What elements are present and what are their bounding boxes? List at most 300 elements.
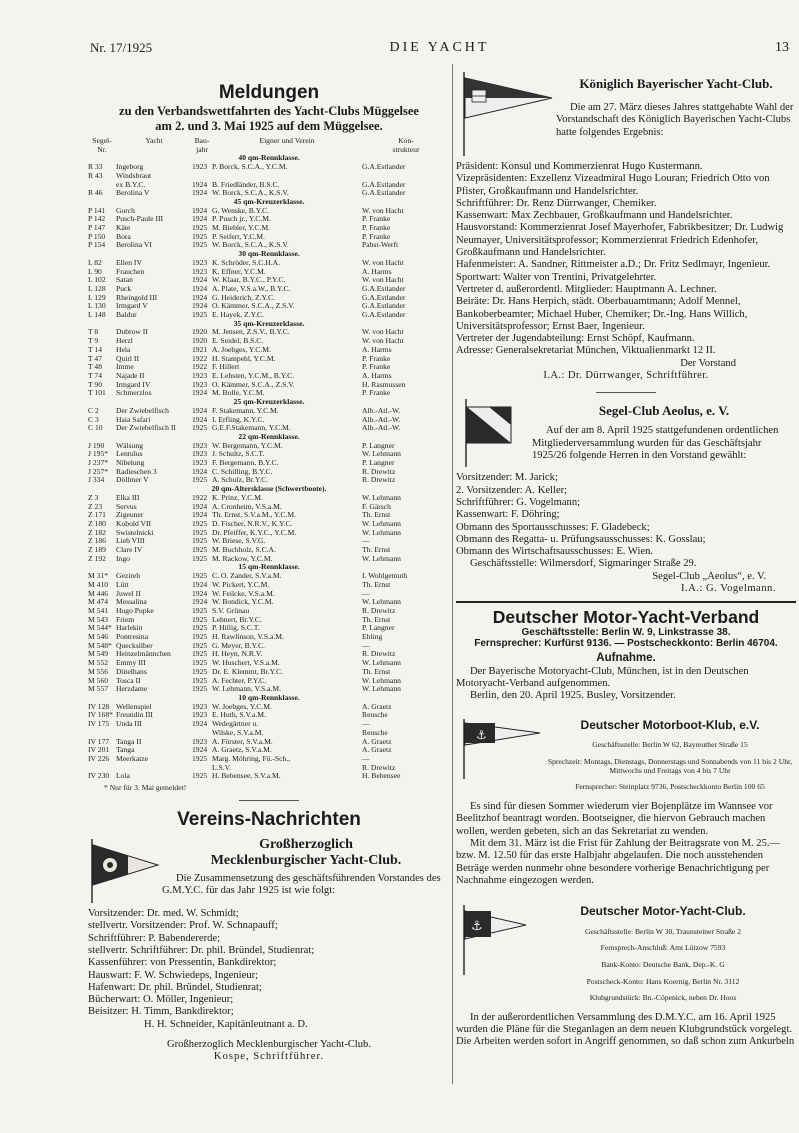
aeolus-address: Geschäftsstelle: Wilmersdorf, Sigmaringer Straße 29. xyxy=(470,558,697,570)
yacht-name: Frauchen xyxy=(116,266,145,276)
owner-club: F. Bergemann, B.Y.C. xyxy=(212,458,279,468)
build-year: 1924 xyxy=(192,719,208,729)
sail-number: IV 226 xyxy=(88,753,110,763)
designer: Th. Ernst xyxy=(362,510,391,520)
build-year: 1924 xyxy=(192,188,208,198)
yacht-name: Kobold VII xyxy=(116,518,152,528)
sail-number: Z 182 xyxy=(88,527,106,537)
designer: R. Drewitz xyxy=(362,605,396,615)
designer: Th. Ernst xyxy=(362,579,391,589)
sail-number: R 46 xyxy=(88,188,103,198)
board-member-line: stellvertr. Schriftführer: Dr. phil. Bründel, Studienrat; xyxy=(88,944,315,956)
yacht-name: Schmerzlos xyxy=(116,388,152,398)
yacht-name: Dütelhans xyxy=(116,666,147,676)
owner-club: G. Wenske, B.Y.C. xyxy=(212,205,270,215)
dmyc-title: Deutscher Motor-Yacht-Club. xyxy=(580,904,746,919)
designer: W. von Hacht xyxy=(362,327,404,337)
build-year: 1925 xyxy=(192,240,208,250)
designer: P. Franke xyxy=(362,223,391,233)
sail-number: Z 189 xyxy=(88,545,106,555)
yacht-name: Baldur xyxy=(116,310,137,320)
build-year: 1924 xyxy=(192,292,208,302)
sail-number: M 557 xyxy=(88,684,109,694)
board-member-line: Obmann des Wirtschaftsausschusses: E. Wien. xyxy=(456,546,654,558)
yacht-name: Wälsung xyxy=(116,440,143,450)
meldungen-subtitle-2: am 2. und 3. Mai 1925 auf dem Müggelsee. xyxy=(155,119,383,133)
designer: — xyxy=(362,640,370,650)
table-row xyxy=(88,572,450,581)
build-year: 1922 xyxy=(192,492,208,502)
build-year: 1925 xyxy=(192,553,208,563)
designer: Alb.-Atl.-W. xyxy=(362,414,401,424)
designer: A. Graetz xyxy=(362,745,392,755)
class-heading: 45 qm-Kreuzerklasse. xyxy=(233,196,305,206)
yacht-name: Rheingold III xyxy=(116,292,158,302)
designer: A. Harms xyxy=(362,266,392,276)
kbyc-board-list xyxy=(456,161,796,358)
owner-club: O. Kämmer, S.C.A., Z.S.V. xyxy=(212,379,295,389)
designer: R. Drewitz xyxy=(362,762,396,772)
left-column xyxy=(88,68,450,1088)
owner-club: E. Huth, S.V.a.M. xyxy=(212,710,266,720)
owner-club: J. Schultz, S.C.T. xyxy=(212,449,265,459)
dmyc-info xyxy=(530,927,796,1002)
yacht-name: Hela xyxy=(116,344,131,354)
dmbk-flag-icon xyxy=(456,717,544,784)
sail-number: Z 186 xyxy=(88,536,106,546)
kbyc-intro: Die am 27. März dieses Jahres stattgehabte Wahl der Vorstandschaft des Königlich Bayerischen Yacht-Clubs hatte folgendes Ergebnis: xyxy=(556,102,794,138)
kbyc-section xyxy=(456,66,796,161)
sail-number: J 257* xyxy=(88,466,109,476)
yacht-name: Friem xyxy=(116,614,135,624)
build-year: 1924 xyxy=(192,275,208,285)
entries-table xyxy=(88,137,450,781)
board-member-line: Kassenwart: Max Zechbauer, Großkaufmann und Handelsrichter. xyxy=(456,210,733,222)
yacht-name: Bora xyxy=(116,231,131,241)
build-year: 1924 xyxy=(192,466,208,476)
build-year: 1923 xyxy=(192,266,208,276)
designer: R. Drewitz xyxy=(362,466,396,476)
sail-number: IV 230 xyxy=(88,771,110,781)
owner-club: G.E.F.Stakemann, Y.C.M. xyxy=(212,423,291,433)
meldungen-title: Meldungen xyxy=(218,82,320,103)
sail-number: R 43 xyxy=(88,170,103,180)
designer: Th. Ernst xyxy=(362,545,391,555)
contact-line: Fernsprecher: Steinplatz 9736, Postscheckkonto Berlin 100 65 xyxy=(575,782,765,792)
sail-number: M 560 xyxy=(88,675,109,685)
owner-club: F. Stakemann, Y.C.M. xyxy=(212,405,279,415)
yacht-name: Ellen IV xyxy=(116,257,142,267)
build-year: 1925 xyxy=(192,771,208,781)
designer: P. Franke xyxy=(362,362,391,372)
sail-number: M 474 xyxy=(88,597,109,607)
designer: G.A.Estlander xyxy=(362,292,406,302)
build-year: 1921 xyxy=(192,344,208,354)
yacht-name: Windsbraut xyxy=(116,170,152,180)
owner-club: W. Bergemann, Y.C.M. xyxy=(212,440,283,450)
board-member-line: Kassenwart: F. Döhring; xyxy=(456,509,560,521)
designer: Th. Ernst xyxy=(362,614,391,624)
svg-text:⚓: ⚓ xyxy=(476,727,487,742)
sail-number: T 9 xyxy=(88,336,99,346)
gmyc-title-1: Großherzoglich xyxy=(259,837,353,853)
dmyv-sign: Berlin, den 20. April 1925. Busley, Vorsitzender. xyxy=(470,690,676,702)
build-year: 1924 xyxy=(192,414,208,424)
yacht-name: Ingeborg xyxy=(116,162,144,172)
owner-club: W. Briese, S.V.G. xyxy=(212,536,266,546)
owner-club: W. Borck, S.C.A., K.S.V. xyxy=(212,240,289,250)
col-segel: Segel- xyxy=(92,136,112,145)
designer: F. Gärsch xyxy=(362,501,391,511)
owner-club: A. Cronheim, V.S.a.M. xyxy=(212,501,282,511)
build-year: 1925 xyxy=(192,518,208,528)
designer: W. Lehmann xyxy=(362,518,401,528)
yacht-name: Irmgard IV xyxy=(116,379,151,389)
yacht-name: Dubrow II xyxy=(116,327,148,337)
build-year: 1924 xyxy=(192,597,208,607)
build-year: 1924 xyxy=(192,745,208,755)
board-member-line: Schriftführer: P. Babendererde; xyxy=(88,932,221,944)
yacht-name: Servus xyxy=(116,501,137,511)
owner-club: Th. Ernst, S.V.a.M., Y.C.M. xyxy=(212,510,297,520)
board-member-line: Obmann des Regatta- u. Prüfungsausschusses: K. Gosslau; xyxy=(456,533,706,545)
table-row xyxy=(88,224,450,233)
build-year: 1924 xyxy=(192,501,208,511)
contact-line: Fernsprech-Anschluß: Amt Lützow 7593 xyxy=(600,943,726,953)
sail-number: T 14 xyxy=(88,344,102,354)
yacht-name: Freundin III xyxy=(116,710,153,720)
designer: — xyxy=(362,719,370,729)
sail-number: M 410 xyxy=(88,579,109,589)
aeolus-intro: Auf der am 8. April 1925 stattgefundenen ordentlichen Mitgliederversammlung wurden für das Geschäftsjahr 1925/26 folgende Herren in den Vorstand gewählt: xyxy=(532,425,779,461)
col-jahr: jahr xyxy=(196,144,208,154)
build-year: 1924 xyxy=(192,283,208,293)
vereins-title: Vereins-Nachrichten xyxy=(177,809,361,831)
designer: G.A.Estlander xyxy=(362,188,406,198)
build-year: 1925 xyxy=(192,753,208,763)
aeolus-sign-1: Segel-Club „Aeolus“, e. V. xyxy=(652,570,766,582)
build-year: 1925 xyxy=(192,223,208,233)
owner-club: Dr. Pfeiffer, K.Y.C., Y.C.M. xyxy=(212,527,297,537)
yacht-name: Satan xyxy=(116,275,133,285)
sail-number: IV 168* xyxy=(88,710,113,720)
owner-club: O. Kämmer, S.C.A., Z.S.V. xyxy=(212,301,295,311)
board-member-line: Schriftführer: G. Vogelmann; xyxy=(456,496,581,508)
board-member-line: H. H. Schneider, Kapitänleutnant a. D. xyxy=(144,1018,308,1030)
sail-number: L 148 xyxy=(88,310,106,320)
build-year: 1924 xyxy=(192,579,208,589)
designer: I. Wohlgemuth xyxy=(362,571,408,581)
build-year: 1924 xyxy=(192,588,208,598)
build-year: 1925 xyxy=(192,614,208,624)
build-year: 1925 xyxy=(192,640,208,650)
class-heading: 10 qm-Rennklasse. xyxy=(238,693,300,702)
sail-number: Z 192 xyxy=(88,553,106,563)
owner-club: E. Hayek, Z.Y.C. xyxy=(212,310,264,320)
designer: G.A.Estlander xyxy=(362,179,406,189)
build-year: 1924 xyxy=(192,179,208,189)
gmyc-sign-2: Kospe, Schriftführer. xyxy=(213,1051,325,1063)
owner-club: W. Borck, S.C.A., K.S.V. xyxy=(212,188,289,198)
sail-number: J 195* xyxy=(88,449,109,459)
owner-club: A. Schulz, Br.Y.C. xyxy=(212,475,269,485)
designer: R. Drewitz xyxy=(362,475,396,485)
owner-club: A. Plate, V.S.a.W., B.Y.C. xyxy=(212,283,291,293)
right-column xyxy=(456,66,796,1096)
table-row xyxy=(88,711,450,720)
owner-club: K. Schröder, S.C.H.A. xyxy=(212,257,281,267)
sail-number: IV 128 xyxy=(88,701,110,711)
build-year: 1923 xyxy=(192,162,208,172)
sail-number: C 3 xyxy=(88,414,99,424)
sail-number: Z 171 xyxy=(88,510,106,520)
sail-number: IV 175 xyxy=(88,719,110,729)
designer: W. von Hacht xyxy=(362,275,404,285)
contact-line: Sprechzeit: Montags, Dienstags, Donnerstags und Sonnabends von 11 bis 2 Uhr, Mittwochs und Freitags von 4 bis 7 Uhr xyxy=(547,756,793,775)
sail-number: Z 23 xyxy=(88,501,103,511)
designer: W. Lehmann xyxy=(362,553,401,563)
designer: G.A.Estlander xyxy=(362,310,406,320)
yacht-name: Najade II xyxy=(116,370,145,380)
board-member-line: Kassenführer: von Pressentin, Bankdirektor; xyxy=(88,957,277,969)
designer: P. Franke xyxy=(362,214,391,224)
class-heading: 30 qm-Rennklasse. xyxy=(238,249,300,259)
build-year: 1925 xyxy=(192,536,208,546)
contact-line: Bank-Konto: Deutsche Bank, Dep.-K. G xyxy=(601,959,725,969)
sail-number: C 2 xyxy=(88,405,99,415)
build-year: 1925 xyxy=(192,527,208,537)
designer: W. Lehmann xyxy=(362,675,401,685)
designer: — xyxy=(362,588,370,598)
col-nr: Nr. xyxy=(97,144,107,154)
build-year: 1924 xyxy=(192,301,208,311)
dmyv-title: Deutscher Motor-Yacht-Verband xyxy=(492,606,760,627)
page-number: 13 xyxy=(775,40,789,55)
yacht-name: Lola xyxy=(116,771,130,781)
owner-club: G. Meyer, B.Y.C. xyxy=(212,640,265,650)
owner-club: H. Heyn, N.R.V. xyxy=(212,649,263,659)
sail-number: M 546 xyxy=(88,632,109,642)
yacht-name: ex B.Y.C. xyxy=(116,179,146,189)
kbyc-sign-1: Der Vorstand xyxy=(680,357,736,369)
contact-line: Postscheck-Konto: Hans Koernig, Berlin Nr. 3112 xyxy=(586,976,740,986)
designer: Alb.-Atl.-W. xyxy=(362,405,401,415)
dmyc-p1: In der außerordentlichen Versammlung des D.M.Y.C. am 16. April 1925 wurden die Pläne für die Steganlagen an dem neuen Klubgrundstück vorgelegt. Die Arbeiten werden sofort in Angriff genommen, so daß schon zum Ankurbeln xyxy=(456,1011,795,1048)
build-year: 1925 xyxy=(192,632,208,642)
build-year: 1923 xyxy=(192,257,208,267)
designer: A. Harms xyxy=(362,370,392,380)
designer: P. Franke xyxy=(362,353,391,363)
build-year: 1925 xyxy=(192,658,208,668)
yacht-name: Tanga II xyxy=(116,736,142,746)
build-year: 1923 xyxy=(192,458,208,468)
owner-club: Lehnert, Br.Y.C. xyxy=(212,614,262,624)
yacht-name: Käte xyxy=(116,223,131,233)
yacht-name: Der Zwiebelfisch xyxy=(116,405,169,415)
yacht-name: Lütt xyxy=(116,579,129,589)
svg-text:⚓: ⚓ xyxy=(471,919,483,935)
magazine-title: DIE YACHT xyxy=(389,40,490,55)
yacht-name: Gezireh xyxy=(116,571,141,581)
section-divider xyxy=(239,800,299,801)
designer: P. Langner xyxy=(362,458,395,468)
sail-number: T 101 xyxy=(88,388,106,398)
build-year: 1923 xyxy=(192,440,208,450)
owner-club: M. Bolle, Y.C.M. xyxy=(212,388,265,398)
rule xyxy=(456,601,796,603)
owner-club: K. Effner, Y.C.M. xyxy=(212,266,266,276)
dmyc-flag-icon xyxy=(456,903,530,980)
yacht-name: Ingo xyxy=(116,553,130,563)
dmyv-phone: Fernsprecher: Kurfürst 9136. — Postscheckkonto: Berlin 46704. xyxy=(474,637,778,649)
owner-club: A. Graetz, S.V.a.M. xyxy=(212,745,272,755)
yacht-name: Unda III xyxy=(116,719,142,729)
designer: W. Lehmann xyxy=(362,449,401,459)
board-member-line: Adresse: Generalsekretariat München, Viktualienmarkt 12 II. xyxy=(456,345,716,357)
owner-club: M. Buchholz, S.C.A. xyxy=(212,545,276,555)
sail-number: M 544* xyxy=(88,623,112,633)
yacht-name: Pusch-Paule III xyxy=(116,214,164,224)
sail-number: M 549 xyxy=(88,649,109,659)
table-row xyxy=(88,607,450,616)
col-bau: Bau- xyxy=(194,136,210,145)
designer: Alb.-Atl.-W. xyxy=(362,423,401,433)
sail-number: J 334 xyxy=(88,475,105,485)
contact-line: Klubgrundstück: Bn.-Cöpenick, neben Dr. Hoos xyxy=(589,993,737,1003)
designer: W. von Hacht xyxy=(362,257,404,267)
owner-club: Dr. E. Klemmt, Br.Y.C. xyxy=(212,666,283,676)
yacht-name: Berolina VI xyxy=(116,240,152,250)
sail-number: J 190 xyxy=(88,440,105,450)
sail-number: L 90 xyxy=(88,266,102,276)
gmyc-flag-icon xyxy=(88,837,162,908)
kbyc-flag-icon xyxy=(456,66,556,161)
kbyc-sign-2: I.A.: Dr. Dürrwanger, Schriftführer. xyxy=(543,370,709,382)
designer: Th. Ernst xyxy=(362,666,391,676)
build-year: 1923 xyxy=(192,701,208,711)
board-member-line: Präsident: Konsul und Kommerzienrat Hugo Kustermann. xyxy=(456,161,703,172)
aeolus-section xyxy=(456,397,796,472)
owner-club: M. Jensen, Z.S.V., B.Y.C. xyxy=(212,327,290,337)
build-year: 1925 xyxy=(192,475,208,485)
owner-club: A. Förster, S.V.a.M. xyxy=(212,736,273,746)
sail-number: L 130 xyxy=(88,301,106,311)
yacht-name: Zigeuner xyxy=(116,510,144,520)
sail-number: L 82 xyxy=(88,257,102,267)
owner-club: D. Fischer, N.R.V., K.Y.C. xyxy=(212,518,293,528)
board-member-line: Vizepräsidenten: Exzellenz Vizeadmiral Hugo Louran; Friedrich Otto von Pfister, Großkaufmann und Handelsrichter. xyxy=(456,173,770,197)
yacht-name: Tosca II xyxy=(116,675,141,685)
sail-number: IV 177 xyxy=(88,736,110,746)
yacht-name: Heinzelmännchen xyxy=(116,649,171,659)
designer: P. Franke xyxy=(362,388,391,398)
designer: W. Lehmann xyxy=(362,492,401,502)
owner-club: E. Lehsten, Y.C.M., B.Y.C. xyxy=(212,370,295,380)
sail-number: C 10 xyxy=(88,423,103,433)
board-member-line: Hauswart: F. W. Schwiedeps, Ingenieur; xyxy=(88,969,259,981)
sail-number: R 33 xyxy=(88,162,103,172)
owner-club: H. Bebensee, S.V.a.M. xyxy=(212,771,281,781)
designer: H. Bebensee xyxy=(362,771,401,781)
build-year: 1920 xyxy=(192,327,208,337)
aeolus-board-list xyxy=(456,472,796,558)
footnote: * Nur für 3. Mai gemeldet! xyxy=(104,783,187,793)
owner-club: C. Schilling, B.Y.C. xyxy=(212,466,273,476)
owner-club: P. Seifert, Y.C.M. xyxy=(212,231,265,241)
table-row xyxy=(88,355,450,364)
yacht-name: Döllmer V xyxy=(116,475,149,485)
yacht-name: Imme xyxy=(116,362,134,372)
build-year: 1925 xyxy=(192,675,208,685)
owner-club: E. Seidel, B.S.C. xyxy=(212,336,264,346)
sail-number: T 47 xyxy=(88,353,102,363)
sail-number: P 150 xyxy=(88,231,106,241)
yacht-name: Radieschen 3 xyxy=(116,466,157,476)
yacht-name: Swistelnicki xyxy=(116,527,154,537)
designer: W. von Hacht xyxy=(362,336,404,346)
gmyc-board-list xyxy=(88,908,450,1031)
board-member-line: Hafenwart: Dr. phil. Bründel, Studienrat; xyxy=(88,981,262,993)
yacht-name: Messalina xyxy=(116,597,147,607)
sail-number: M 543 xyxy=(88,614,109,624)
yacht-name: Gorch xyxy=(116,205,135,215)
gmyc-intro: Die Zusammensetzung des geschäftsführenden Vorstandes des G.M.Y.C. für das Jahr 1925 ist wie folgt: xyxy=(162,873,441,897)
build-year: 1923 xyxy=(192,370,208,380)
gmyc-title-2: Mecklenburgischer Yacht-Club. xyxy=(210,853,402,869)
class-heading: 15 qm-Rennklasse. xyxy=(238,562,300,572)
owner-club: S.V. Grünau xyxy=(212,605,250,615)
build-year: 1924 xyxy=(192,405,208,415)
board-member-line: Vorsitzender: Dr. med. W. Schmidt; xyxy=(88,908,239,920)
board-member-line: Bücherwart: O. Möller, Ingenieur; xyxy=(88,994,234,1006)
yacht-name: Emmy III xyxy=(116,658,146,668)
designer: Pabst-Werft xyxy=(362,240,399,250)
yacht-name: Elka III xyxy=(116,492,140,502)
board-member-line: Sportwart: Walter von Trentini, Privatgelehrter. xyxy=(456,271,657,283)
designer: A. Graetz xyxy=(362,701,392,711)
owner-club: F. Hillert xyxy=(212,362,240,372)
yacht-name: Wellenspiel xyxy=(116,701,152,711)
board-member-line: stellvertr. Vorsitzender: Prof. W. Schnapauff; xyxy=(88,920,278,932)
dmbk-p2: Mit dem 31. März ist die Frist für Zahlung der Beitragsrate von M. 25.— bzw. M. 12.50 für das erste Halbjahr abgelaufen. Die noch ausstehenden Beträge werden nunmehr ohne besondere vorherige Benachrichtigung per Nachnahme eingezogen werden. xyxy=(456,837,781,886)
sail-number: T 48 xyxy=(88,362,102,372)
build-year: 1925 xyxy=(192,684,208,694)
designer: P. Langner xyxy=(362,623,395,633)
designer: Reusche xyxy=(362,727,388,737)
sail-number: L 102 xyxy=(88,275,106,285)
yacht-name: Berolina V xyxy=(116,188,150,198)
contact-line: Geschäftsstelle: Berlin W 30, Traunsteiner Straße 2 xyxy=(585,926,741,936)
sail-number: P 142 xyxy=(88,214,106,224)
build-year: 1925 xyxy=(192,545,208,555)
build-year: 1922 xyxy=(192,362,208,372)
owner-club: P. Hillig, S.C.T. xyxy=(212,623,260,633)
col-yacht: Yacht xyxy=(145,136,163,145)
sail-number: T 90 xyxy=(88,379,102,389)
owner-club: C. O. Zander, S.V.a.M. xyxy=(212,571,282,581)
designer: G.A.Estlander xyxy=(362,162,406,172)
board-member-line: Vertreter d. außerordentl. Mitglieder: Hauptmann A. Lechner. xyxy=(456,283,717,295)
class-heading: 22 qm-Rennklasse. xyxy=(238,431,300,441)
board-member-line: Vorsitzender: M. Jarick; xyxy=(456,472,558,484)
designer: P. Langner xyxy=(362,440,395,450)
sail-number: M 446 xyxy=(88,588,109,598)
sail-number: M 548* xyxy=(88,640,112,650)
yacht-name: Herzdame xyxy=(116,684,148,694)
sail-number: P 154 xyxy=(88,240,106,250)
board-member-line: Hafenmeister: A. Sandner, Rittmeister a.D.; Dr. Fritz Sedlmayr, Ingenieur. xyxy=(456,259,771,271)
class-heading: 25 qm-Kreuzerklasse. xyxy=(233,397,305,407)
